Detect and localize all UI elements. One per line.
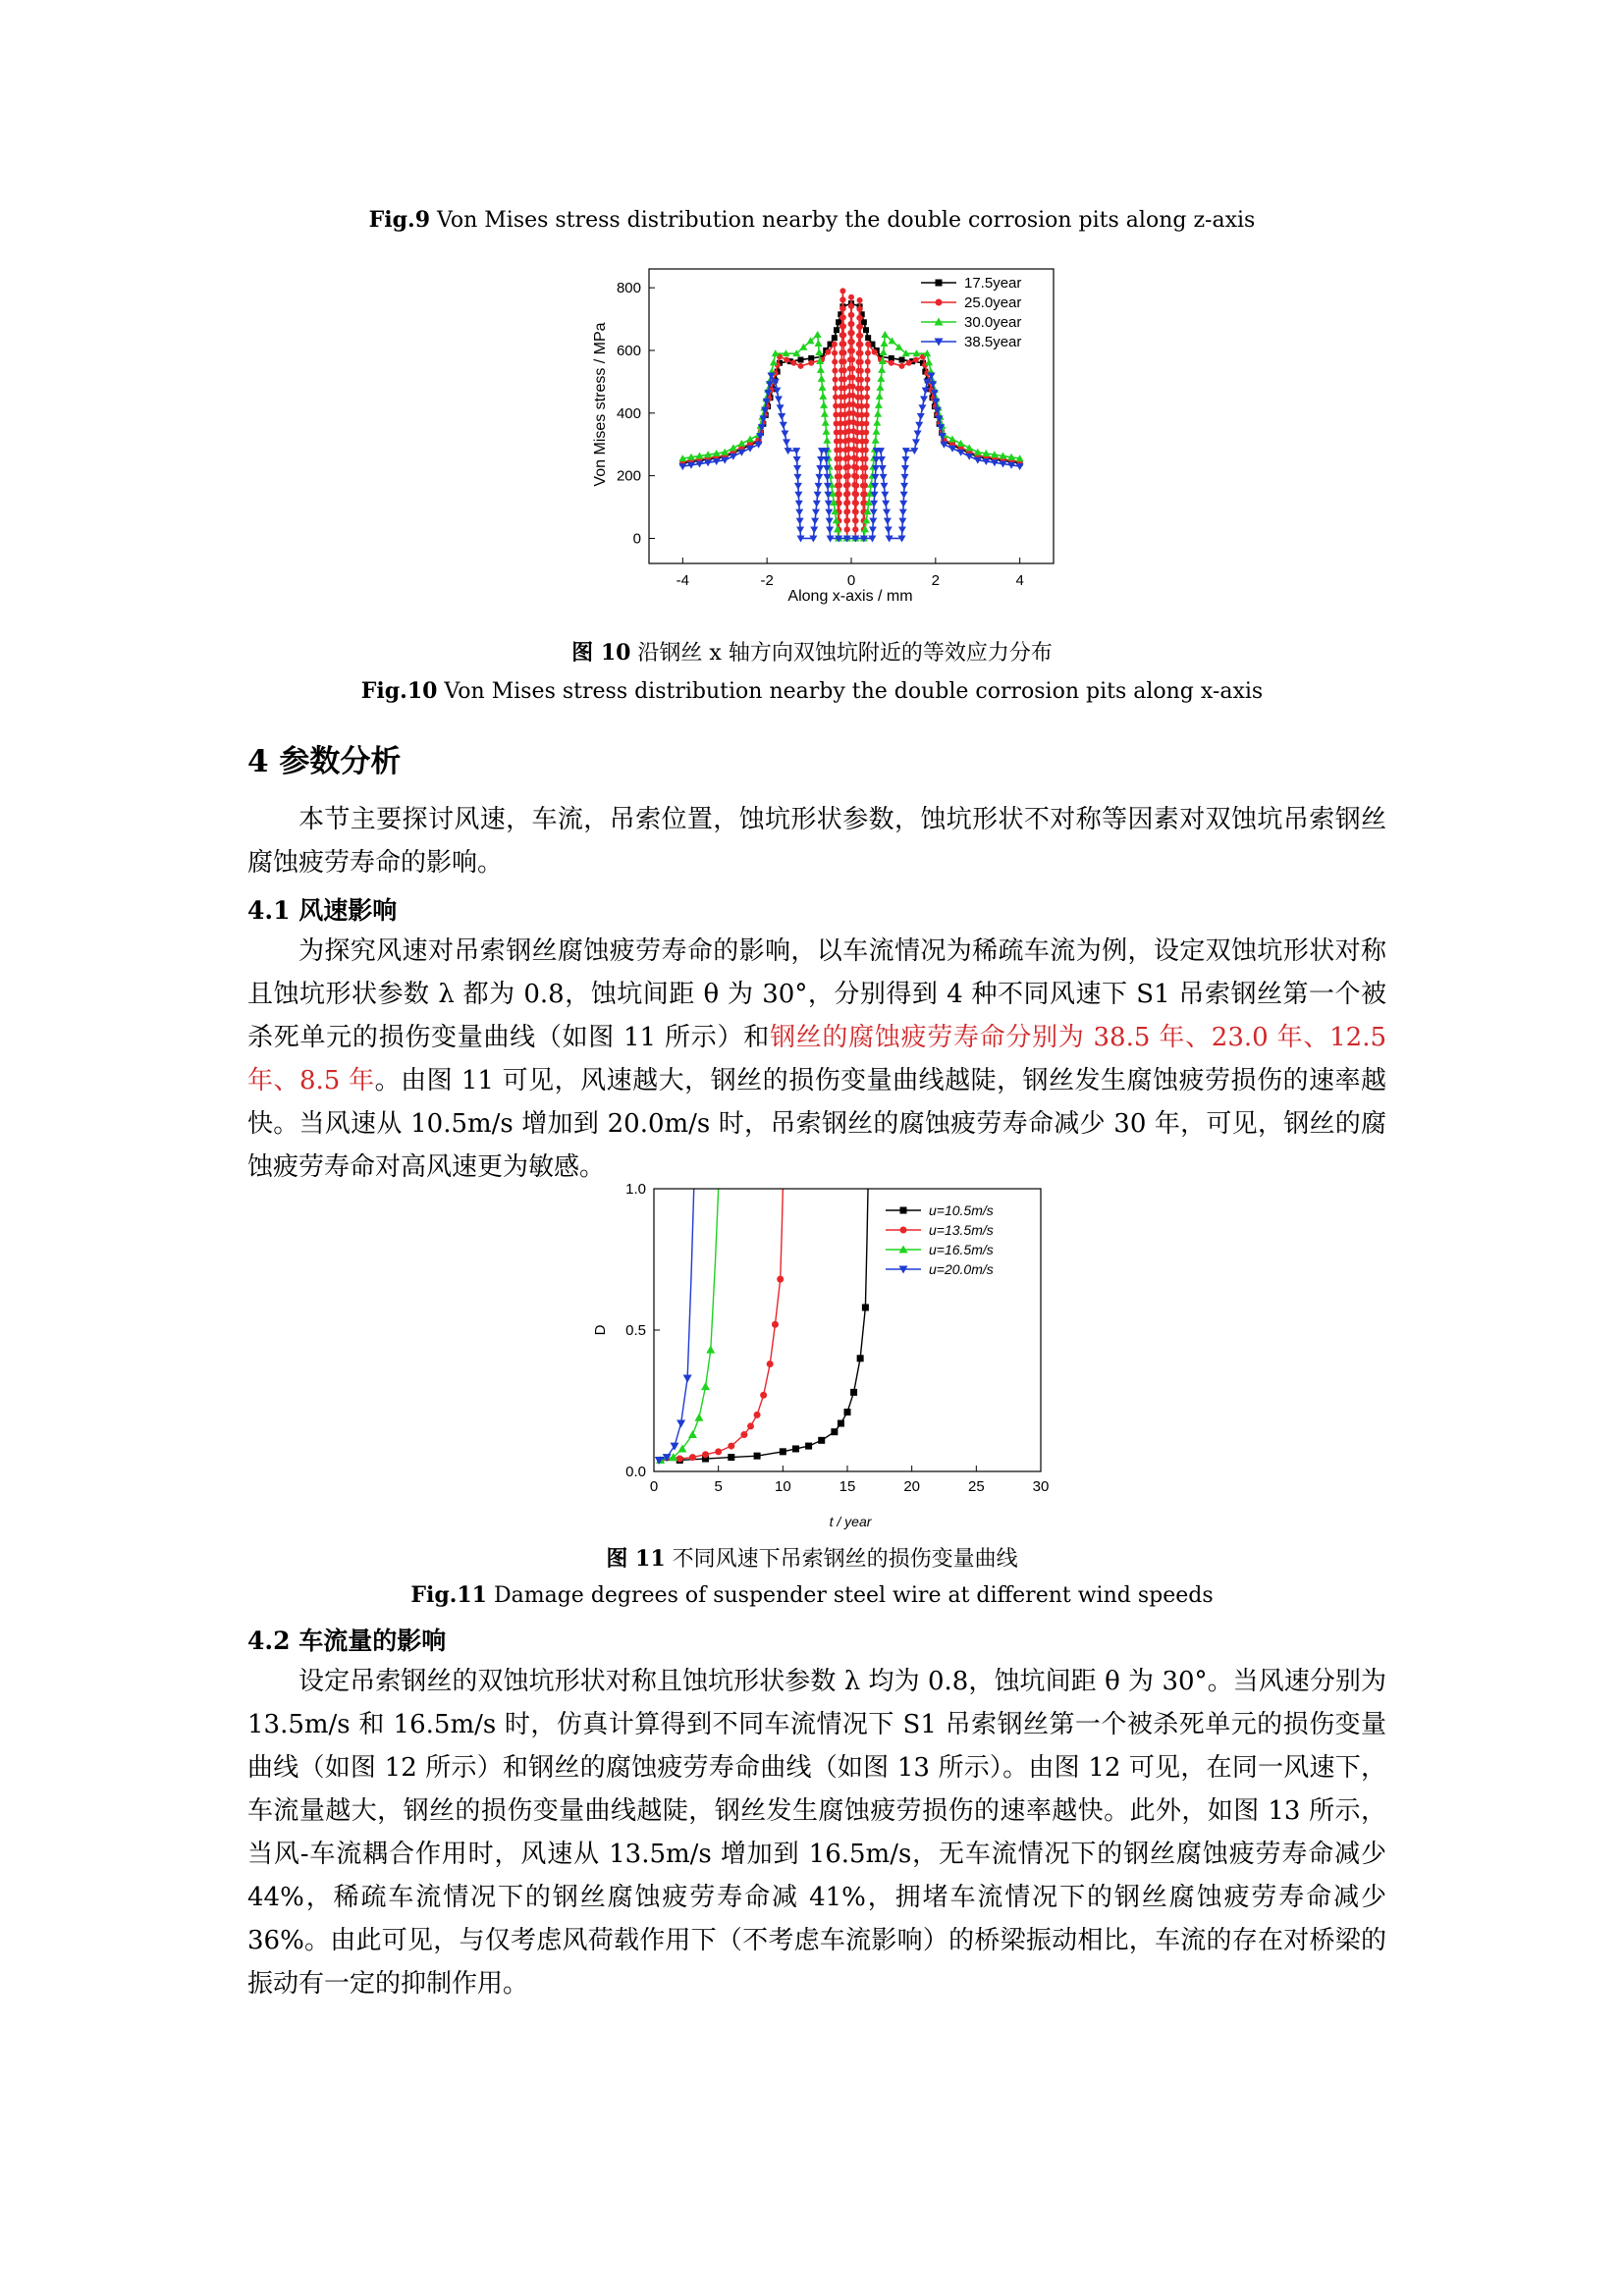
fig11-y-tick-label: 1.0 <box>625 1181 646 1198</box>
fig10-marker <box>833 403 839 409</box>
fig10-marker <box>730 444 737 451</box>
fig10-marker <box>881 340 889 347</box>
fig10-marker <box>872 437 880 444</box>
fig11-x-tick-label: 0 <box>649 1478 659 1495</box>
fig10-marker <box>798 363 804 369</box>
fig10-series-line <box>682 334 1022 538</box>
fig11-cn-label: 图 11 <box>606 1546 666 1572</box>
fig11-legend-label: u=13.5m/s <box>929 1222 994 1238</box>
fig11-en-text: Damage degrees of suspender steel wire at different wind speeds <box>487 1583 1214 1608</box>
fig10-x-tick-label: 2 <box>931 572 941 589</box>
fig11-marker <box>677 1420 685 1428</box>
fig10-marker <box>796 518 804 525</box>
fig10-marker <box>900 483 908 490</box>
fig10-marker <box>784 357 789 363</box>
fig10-marker <box>813 501 821 507</box>
fig10-marker <box>852 526 858 532</box>
fig10-marker <box>781 431 788 438</box>
fig10-marker <box>876 393 884 400</box>
fig10-marker <box>865 359 871 365</box>
fig10-marker <box>837 464 842 470</box>
section-4-1-text-end: 。由图 11 可见，风速越大，钢丝的损伤变量曲线越陡，钢丝发生腐蚀疲劳损伤的速率越快。当风速从 10.5m/s 增加到 20.0m/s 时，吊索钢丝的腐蚀疲劳寿命减少 30 年，可见，钢丝的腐蚀疲劳寿命对高风速更为敏感。 <box>247 1066 1386 1182</box>
fig10-marker <box>848 303 854 309</box>
fig10-marker <box>863 327 869 333</box>
fig10-marker <box>853 474 859 480</box>
fig11-marker <box>780 1448 786 1455</box>
section-4-1-title: 4.1 风速影响 <box>247 896 398 925</box>
fig10-marker <box>863 430 869 436</box>
fig10-y-tick-label: 800 <box>616 280 641 297</box>
fig10-marker <box>838 447 843 453</box>
fig10-marker <box>858 377 864 383</box>
fig11-marker <box>831 1428 838 1435</box>
fig11-series-line <box>661 1189 868 1460</box>
fig10-marker <box>816 465 824 472</box>
fig10-marker <box>849 339 855 345</box>
fig10-y-tick-label: 200 <box>616 467 641 485</box>
fig11-marker <box>857 1355 864 1362</box>
fig10-marker <box>721 449 729 455</box>
fig10-marker <box>815 474 823 481</box>
fig10-marker <box>858 368 864 374</box>
fig10-marker <box>864 377 870 383</box>
fig10-marker <box>817 366 825 373</box>
fig11-y-tick-label: 0.5 <box>625 1322 646 1339</box>
fig10-marker <box>882 501 890 507</box>
fig10-marker <box>880 348 888 355</box>
fig10-marker <box>864 412 870 418</box>
fig11-series-2 <box>656 1189 719 1464</box>
fig10-marker <box>865 368 871 374</box>
fig10-y-tick-label: 400 <box>616 404 641 422</box>
fig9-caption <box>0 207 1624 233</box>
fig10-marker <box>841 358 847 364</box>
fig11-chart <box>589 1181 1060 1534</box>
fig10-marker <box>901 456 909 463</box>
fig10-cn-text: 沿钢丝 x 轴方向双蚀坑附近的等效应力分布 <box>630 641 1053 666</box>
fig11-marker <box>754 1453 761 1460</box>
fig10-marker <box>889 360 894 366</box>
fig11-marker <box>862 1304 869 1310</box>
fig10-caption-en <box>0 678 1624 704</box>
fig10-marker <box>841 367 847 373</box>
fig10-marker <box>880 474 888 481</box>
fig11-marker <box>689 1454 696 1461</box>
fig10-marker <box>874 410 882 417</box>
fig11-legend-label: u=10.5m/s <box>929 1202 994 1218</box>
fig10-marker <box>878 366 886 373</box>
fig10-marker <box>879 465 887 472</box>
fig10-marker <box>844 517 850 523</box>
fig10-marker <box>840 296 846 302</box>
fig10-marker <box>796 527 804 534</box>
fig11-legend-marker <box>900 1207 907 1214</box>
fig10-marker <box>823 428 831 435</box>
fig10-marker <box>795 509 803 516</box>
fig10-marker <box>746 436 754 443</box>
fig10-marker <box>770 358 778 365</box>
fig10-marker <box>872 349 878 355</box>
fig11-cn-text: 不同风速下吊索钢丝的损伤变量曲线 <box>665 1547 1018 1572</box>
fig11-marker <box>792 1445 799 1452</box>
fig10-marker <box>920 396 928 402</box>
fig10-marker <box>840 341 846 347</box>
fig10-marker <box>885 527 893 534</box>
fig10-marker <box>862 465 868 471</box>
fig10-marker <box>808 360 814 366</box>
fig10-marker <box>849 347 855 353</box>
fig11-marker <box>702 1451 709 1458</box>
fig11-marker <box>683 1374 692 1382</box>
fig10-marker <box>865 342 871 347</box>
fig10-marker <box>899 509 907 516</box>
fig10-marker <box>853 518 859 524</box>
fig10-marker <box>898 527 906 534</box>
fig9-label: Fig.9 <box>368 207 430 233</box>
fig10-marker <box>793 474 801 481</box>
fig10-caption-cn <box>0 636 1624 667</box>
fig10-marker <box>878 456 886 463</box>
fig10-marker <box>853 501 859 507</box>
fig11-en-label: Fig.11 <box>410 1582 487 1608</box>
fig10-marker <box>795 501 803 507</box>
fig9-text: Von Mises stress distribution nearby the double corrosion pits along z-axis <box>430 208 1256 233</box>
fig10-marker <box>845 446 851 452</box>
fig10-marker <box>873 419 881 426</box>
fig11-x-tick-label: 25 <box>967 1478 985 1495</box>
fig11-marker <box>728 1454 734 1461</box>
fig10-marker <box>833 386 839 392</box>
fig11-marker <box>701 1382 710 1390</box>
fig10-marker <box>783 439 790 446</box>
fig10-marker <box>877 375 885 382</box>
fig10-marker <box>841 376 847 382</box>
fig10-marker <box>845 482 851 488</box>
fig10-marker <box>815 348 823 355</box>
fig10-marker <box>901 465 909 472</box>
fig10-marker <box>849 375 855 381</box>
fig10-marker <box>845 491 851 497</box>
section-4-1-highlight: 钢丝的腐蚀疲劳寿命分别为 38.5 年、23.0 年、12.5 年、8.5 年 <box>247 1023 1386 1095</box>
fig11-x-tick-label: 5 <box>714 1478 723 1495</box>
fig10-marker <box>845 455 851 461</box>
fig11-series-1 <box>657 1189 784 1464</box>
fig10-marker <box>818 384 826 391</box>
fig11-marker <box>688 1430 697 1438</box>
fig10-marker <box>837 491 842 497</box>
fig10-marker <box>840 314 846 320</box>
fig10-marker <box>857 315 863 321</box>
fig10-marker <box>862 483 868 489</box>
fig10-marker <box>793 456 801 463</box>
fig10-marker <box>857 306 863 312</box>
fig11-legend-marker <box>900 1227 907 1234</box>
fig11-marker <box>818 1437 825 1444</box>
fig10-marker <box>957 440 965 447</box>
fig10-marker <box>819 393 827 400</box>
fig11-marker <box>760 1392 767 1399</box>
fig11-marker <box>850 1389 857 1396</box>
fig10-marker <box>848 294 854 300</box>
fig10-marker <box>826 518 834 525</box>
fig10-marker <box>906 360 912 366</box>
fig10-marker <box>825 509 833 516</box>
fig11-x-tick-label: 10 <box>774 1478 791 1495</box>
fig10-marker <box>880 483 888 490</box>
fig10-legend-marker <box>936 280 943 287</box>
fig10-marker <box>858 403 864 409</box>
fig10-marker <box>918 404 926 411</box>
fig10-marker <box>900 492 908 499</box>
fig11-legend-label: u=20.0m/s <box>929 1261 994 1277</box>
fig10-marker <box>875 401 883 408</box>
section-4-intro <box>247 798 1386 884</box>
section-4-2-text: 设定吊索钢丝的双蚀坑形状对称且蚀坑形状参数 λ 均为 0.8，蚀坑间距 θ 为 30°。当风速分别为 13.5m/s 和 16.5m/s 时，仿真计算得到不同车流情况下 S1 吊索钢丝第一个被杀死单元的损伤变量曲线（如图 12 所示）和钢丝的腐蚀疲劳寿命曲线（如图 13 所示）。由图 12 可见，在同一风速下，车流量越大，钢丝的损伤变量曲线越陡，钢丝发生腐蚀疲劳损伤的速率越快。此外，如图 13 所示，当风-车流耦合作用时，风速从 13.5m/s 增加到 16.5m/s，无车流情况下的钢丝腐蚀疲劳寿命减少 44%，稀疏车流情况下的钢丝腐蚀疲劳寿命减 41%，拥堵车流情况下的钢丝腐蚀疲劳寿命减少 36%。由此可见，与仅考虑风荷载作用下（不考虑车流影响）的桥梁振动相比，车流的存在对桥梁的振动有一定的抑制作用。 <box>247 1667 1386 1999</box>
fig10-marker <box>814 331 822 338</box>
fig10-x-tick-label: -2 <box>760 572 774 589</box>
fig10-marker <box>948 436 956 443</box>
fig10-marker <box>838 455 843 461</box>
fig10-marker <box>844 500 850 506</box>
section-4-2-paragraph <box>247 1660 1386 2005</box>
fig11-x-tick-label: 15 <box>839 1478 856 1495</box>
fig10-marker <box>794 492 802 499</box>
fig11-marker <box>777 1276 784 1283</box>
fig10-marker <box>865 350 871 356</box>
fig10-marker <box>837 482 842 488</box>
fig10-marker <box>778 413 785 420</box>
fig10-marker <box>815 483 823 490</box>
fig11-legend-label: u=16.5m/s <box>929 1242 994 1257</box>
fig10-marker <box>857 333 863 339</box>
fig11-marker <box>767 1361 774 1367</box>
fig10-marker <box>854 465 860 471</box>
fig10-x-tick-label: 0 <box>846 572 856 589</box>
fig10-marker <box>825 349 831 355</box>
fig10-marker <box>853 483 859 489</box>
fig10-marker <box>811 518 819 525</box>
fig10-marker <box>777 404 785 411</box>
fig10-marker <box>832 335 838 341</box>
fig10-marker <box>965 444 973 451</box>
fig10-marker <box>844 508 850 514</box>
fig10-marker <box>845 464 851 470</box>
fig10-marker <box>854 456 860 462</box>
fig10-marker <box>840 332 846 338</box>
fig10-marker <box>853 509 859 515</box>
fig10-marker <box>812 509 820 516</box>
fig10-marker <box>794 483 802 490</box>
fig10-marker <box>838 438 843 444</box>
fig10-legend-label: 30.0year <box>964 314 1022 331</box>
fig10-marker <box>841 385 847 391</box>
fig10-marker <box>865 335 871 341</box>
fig10-marker <box>881 492 889 499</box>
fig10-marker <box>678 463 686 470</box>
fig10-marker <box>849 366 855 372</box>
fig11-x-axis-label: t / year <box>829 1514 872 1529</box>
section-4-1-paragraph <box>247 930 1386 1189</box>
fig10-marker <box>832 350 838 356</box>
fig10-marker <box>914 431 922 438</box>
fig10-legend-label: 17.5year <box>964 275 1022 292</box>
fig10-marker <box>884 518 892 525</box>
fig10-marker <box>863 421 869 427</box>
fig10-marker <box>857 297 863 303</box>
fig10-marker <box>823 437 831 444</box>
fig11-caption-cn <box>0 1542 1624 1573</box>
fig10-cn-label: 图 10 <box>571 640 631 666</box>
fig10-legend-marker <box>936 299 943 306</box>
fig10-x-tick-label: -4 <box>676 572 690 589</box>
section-4-1-text: 为探究风速对吊索钢丝腐蚀疲劳寿命的影响，以车流情况为稀疏车流为例，设定双蚀坑形状对称且蚀坑形状参数 λ 都为 0.8，蚀坑间距 θ 为 30°，分别得到 4 种不同风速下 S1 吊索钢丝第一个被杀死单元的损伤变量曲线（如图 11 所示）和 <box>247 936 1386 1052</box>
fig10-marker <box>869 527 877 534</box>
fig10-y-tick-label: 0 <box>632 530 641 548</box>
fig10-marker <box>858 359 864 365</box>
fig10-marker <box>858 395 864 400</box>
fig10-marker <box>853 492 859 498</box>
fig10-marker <box>820 401 828 408</box>
fig10-marker <box>848 312 854 318</box>
fig10-legend-label: 38.5year <box>964 334 1022 350</box>
fig10-marker <box>854 448 860 454</box>
fig10-marker <box>737 440 745 447</box>
fig10-marker <box>810 527 818 534</box>
fig10-y-tick-label: 600 <box>616 342 641 359</box>
fig10-marker <box>869 518 877 525</box>
fig10-marker <box>862 474 868 480</box>
fig10-marker <box>833 377 839 383</box>
fig11-marker <box>772 1321 779 1328</box>
fig10-x-axis-label: Along x-axis / mm <box>787 588 913 605</box>
fig10-marker <box>912 439 920 446</box>
fig10-marker <box>793 465 801 472</box>
fig10-y-axis-label: Von Mises stress / MPa <box>592 322 609 487</box>
fig10-marker <box>1016 463 1024 470</box>
fig10-marker <box>872 428 880 435</box>
fig10-x-tick-label: 4 <box>1015 572 1024 589</box>
fig11-marker <box>671 1443 679 1451</box>
fig10-marker <box>881 331 889 338</box>
fig11-marker <box>728 1443 734 1450</box>
fig11-caption-en <box>0 1582 1624 1608</box>
fig10-marker <box>898 518 906 525</box>
fig10-marker <box>925 358 933 365</box>
fig10-marker <box>864 395 870 400</box>
fig10-marker <box>850 384 856 390</box>
section-4-2-title: 4.2 车流量的影响 <box>247 1627 447 1655</box>
fig10-en-label: Fig.10 <box>360 678 438 704</box>
section-4-intro-text: 本节主要探讨风速，车流，吊索位置，蚀坑形状参数，蚀坑形状不对称等因素对双蚀坑吊索钢丝腐蚀疲劳寿命的影响。 <box>247 805 1386 878</box>
fig10-marker <box>858 350 864 356</box>
fig10-marker <box>864 386 870 392</box>
fig11-marker <box>706 1346 715 1354</box>
fig10-marker <box>833 395 839 400</box>
section-4-title: 4 参数分析 <box>247 744 402 779</box>
fig10-marker <box>849 356 855 362</box>
fig10-marker <box>840 349 846 355</box>
fig10-marker <box>798 357 804 363</box>
fig10-marker <box>826 527 834 534</box>
fig10-marker <box>818 375 826 382</box>
fig10-marker <box>775 396 783 402</box>
fig10-marker <box>840 323 846 329</box>
fig10-marker <box>837 473 842 479</box>
fig10-en-text: Von Mises stress distribution nearby the double corrosion pits along x-axis <box>437 679 1264 704</box>
fig10-marker <box>863 448 869 454</box>
fig10-legend-label: 25.0year <box>964 294 1022 311</box>
fig11-marker <box>838 1420 844 1427</box>
fig10-marker <box>845 473 851 479</box>
fig10-marker <box>832 342 838 347</box>
fig10-marker <box>822 419 830 426</box>
fig11-marker <box>694 1414 703 1421</box>
fig10-marker <box>849 330 855 336</box>
fig10-marker <box>840 305 846 311</box>
fig10-marker <box>834 327 839 333</box>
fig11-x-tick-label: 20 <box>903 1478 921 1495</box>
fig10-marker <box>883 509 891 516</box>
fig10-marker <box>863 456 869 462</box>
fig10-marker <box>917 413 925 420</box>
fig10-marker <box>870 509 878 516</box>
fig10-marker <box>858 386 864 392</box>
fig10-marker <box>899 363 905 369</box>
fig10-marker <box>877 384 885 391</box>
fig11-marker <box>754 1412 761 1418</box>
fig11-x-tick-label: 30 <box>1032 1478 1050 1495</box>
fig10-marker <box>814 340 822 347</box>
fig10-marker <box>913 357 919 363</box>
fig11-series-3 <box>655 1189 694 1465</box>
fig10-marker <box>790 360 796 366</box>
fig10-marker <box>857 324 863 330</box>
fig10-marker <box>844 526 850 532</box>
fig10-marker <box>821 410 829 417</box>
fig11-y-tick-label: 0.0 <box>625 1464 646 1480</box>
fig10-marker <box>899 501 907 507</box>
fig10-marker <box>864 403 870 409</box>
fig11-marker <box>740 1431 747 1438</box>
fig11-marker <box>677 1456 683 1463</box>
fig10-marker <box>857 342 863 347</box>
fig10-marker <box>974 449 982 455</box>
fig10-marker <box>780 422 787 429</box>
fig11-marker <box>747 1422 754 1429</box>
fig11-marker <box>715 1448 722 1455</box>
fig10-marker <box>832 368 838 374</box>
fig10-chart <box>569 257 1080 611</box>
fig10-marker <box>915 422 923 429</box>
fig10-marker <box>848 321 854 327</box>
fig10-marker <box>899 357 905 363</box>
fig10-marker <box>814 492 822 499</box>
fig10-marker <box>839 288 845 294</box>
fig11-marker <box>844 1409 851 1415</box>
fig11-y-axis-label: D <box>592 1324 609 1336</box>
fig10-marker <box>832 359 838 365</box>
fig10-marker <box>863 439 869 445</box>
fig11-series-line <box>659 1189 693 1460</box>
fig10-marker <box>901 474 909 481</box>
fig11-series-line <box>661 1189 784 1460</box>
fig11-marker <box>805 1443 812 1450</box>
